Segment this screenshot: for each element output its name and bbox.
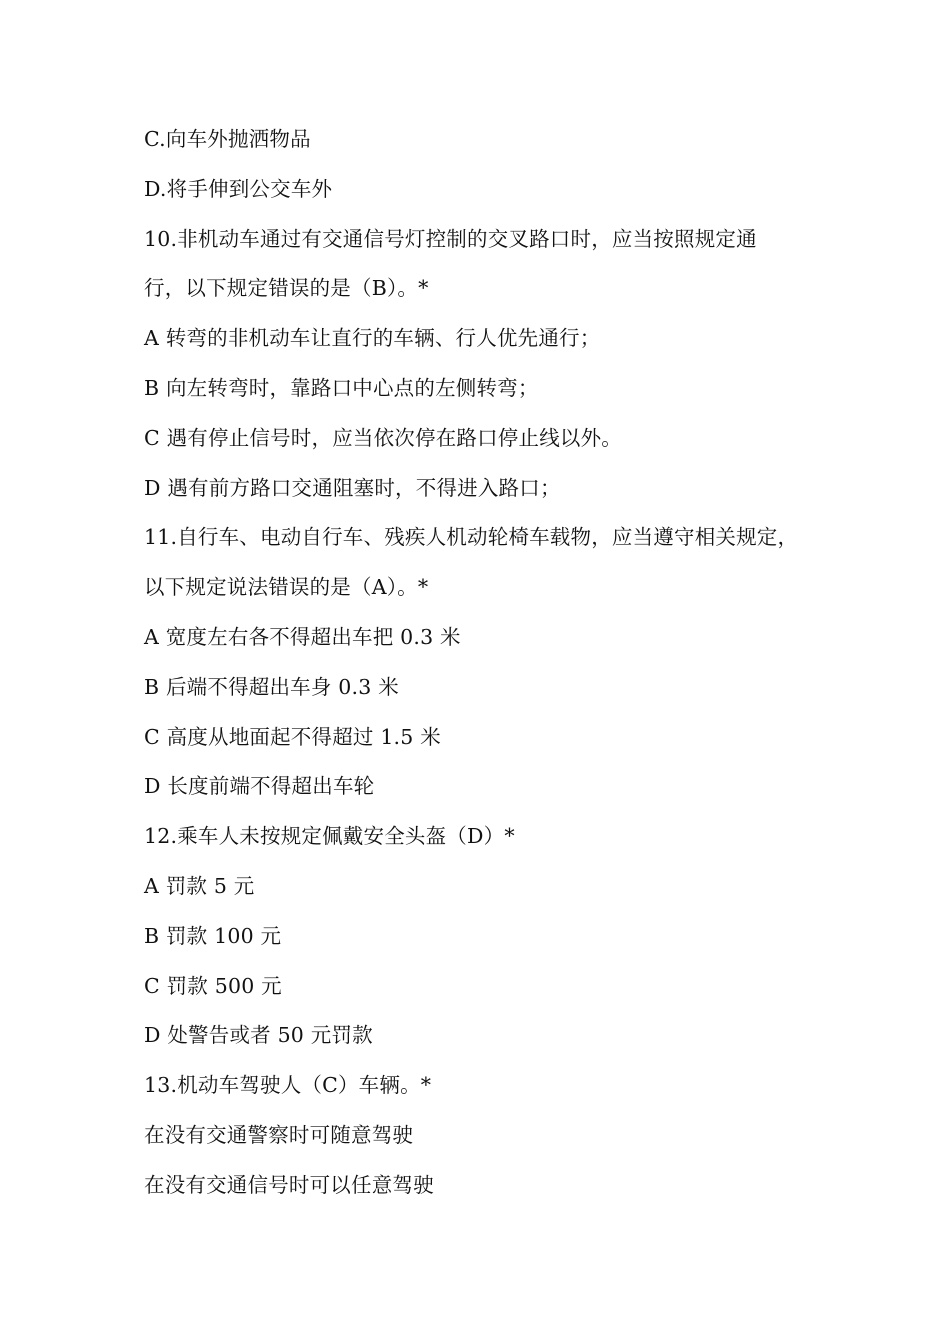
option-b-q12: B 罚款 100 元 <box>144 923 282 948</box>
option-d-q11: D 长度前端不得超出车轮 <box>144 774 375 799</box>
option-1-q13: 在没有交通警察时可随意驾驶 <box>144 1122 414 1147</box>
option-d-q9: D.将手伸到公交车外 <box>144 176 333 201</box>
option-c-q9: C.向车外抛洒物品 <box>144 127 311 151</box>
option-a-q10: A 转弯的非机动车让直行的车辆、行人优先通行； <box>144 326 601 351</box>
option-d-q12: D 处警告或者 50 元罚款 <box>144 1023 373 1048</box>
document-body <box>144 115 824 1211</box>
option-c-q10: C 遇有停止信号时，应当依次停在路口停止线以外。 <box>144 425 623 450</box>
question-13: 13.机动车驾驶人（C）车辆。* <box>144 1073 432 1098</box>
option-b-q11: B 后端不得超出车身 0.3 米 <box>144 674 399 699</box>
question-11-line-2: 以下规定说法错误的是（A）。* <box>144 575 429 600</box>
option-a-q11: A 宽度左右各不得超出车把 0.3 米 <box>144 624 461 649</box>
question-12: 12.乘车人未按规定佩戴安全头盔（D）* <box>144 824 515 849</box>
option-c-q11: C 高度从地面起不得超过 1.5 米 <box>144 724 441 749</box>
option-a-q12: A 罚款 5 元 <box>144 873 255 898</box>
option-2-q13: 在没有交通信号时可以任意驾驶 <box>144 1172 434 1197</box>
option-b-q10: B 向左转弯时，靠路口中心点的左侧转弯； <box>144 375 539 400</box>
question-10-line-1: 10.非机动车通过有交通信号灯控制的交叉路口时，应当按照规定通 <box>144 226 757 251</box>
option-c-q12: C 罚款 500 元 <box>144 973 282 998</box>
question-10-line-2: 行，以下规定错误的是（B）。* <box>144 276 429 301</box>
question-11-line-1: 11.自行车、电动自行车、残疾人机动轮椅车载物，应当遵守相关规定， <box>144 525 799 550</box>
option-d-q10: D 遇有前方路口交通阻塞时，不得进入路口； <box>144 475 561 500</box>
